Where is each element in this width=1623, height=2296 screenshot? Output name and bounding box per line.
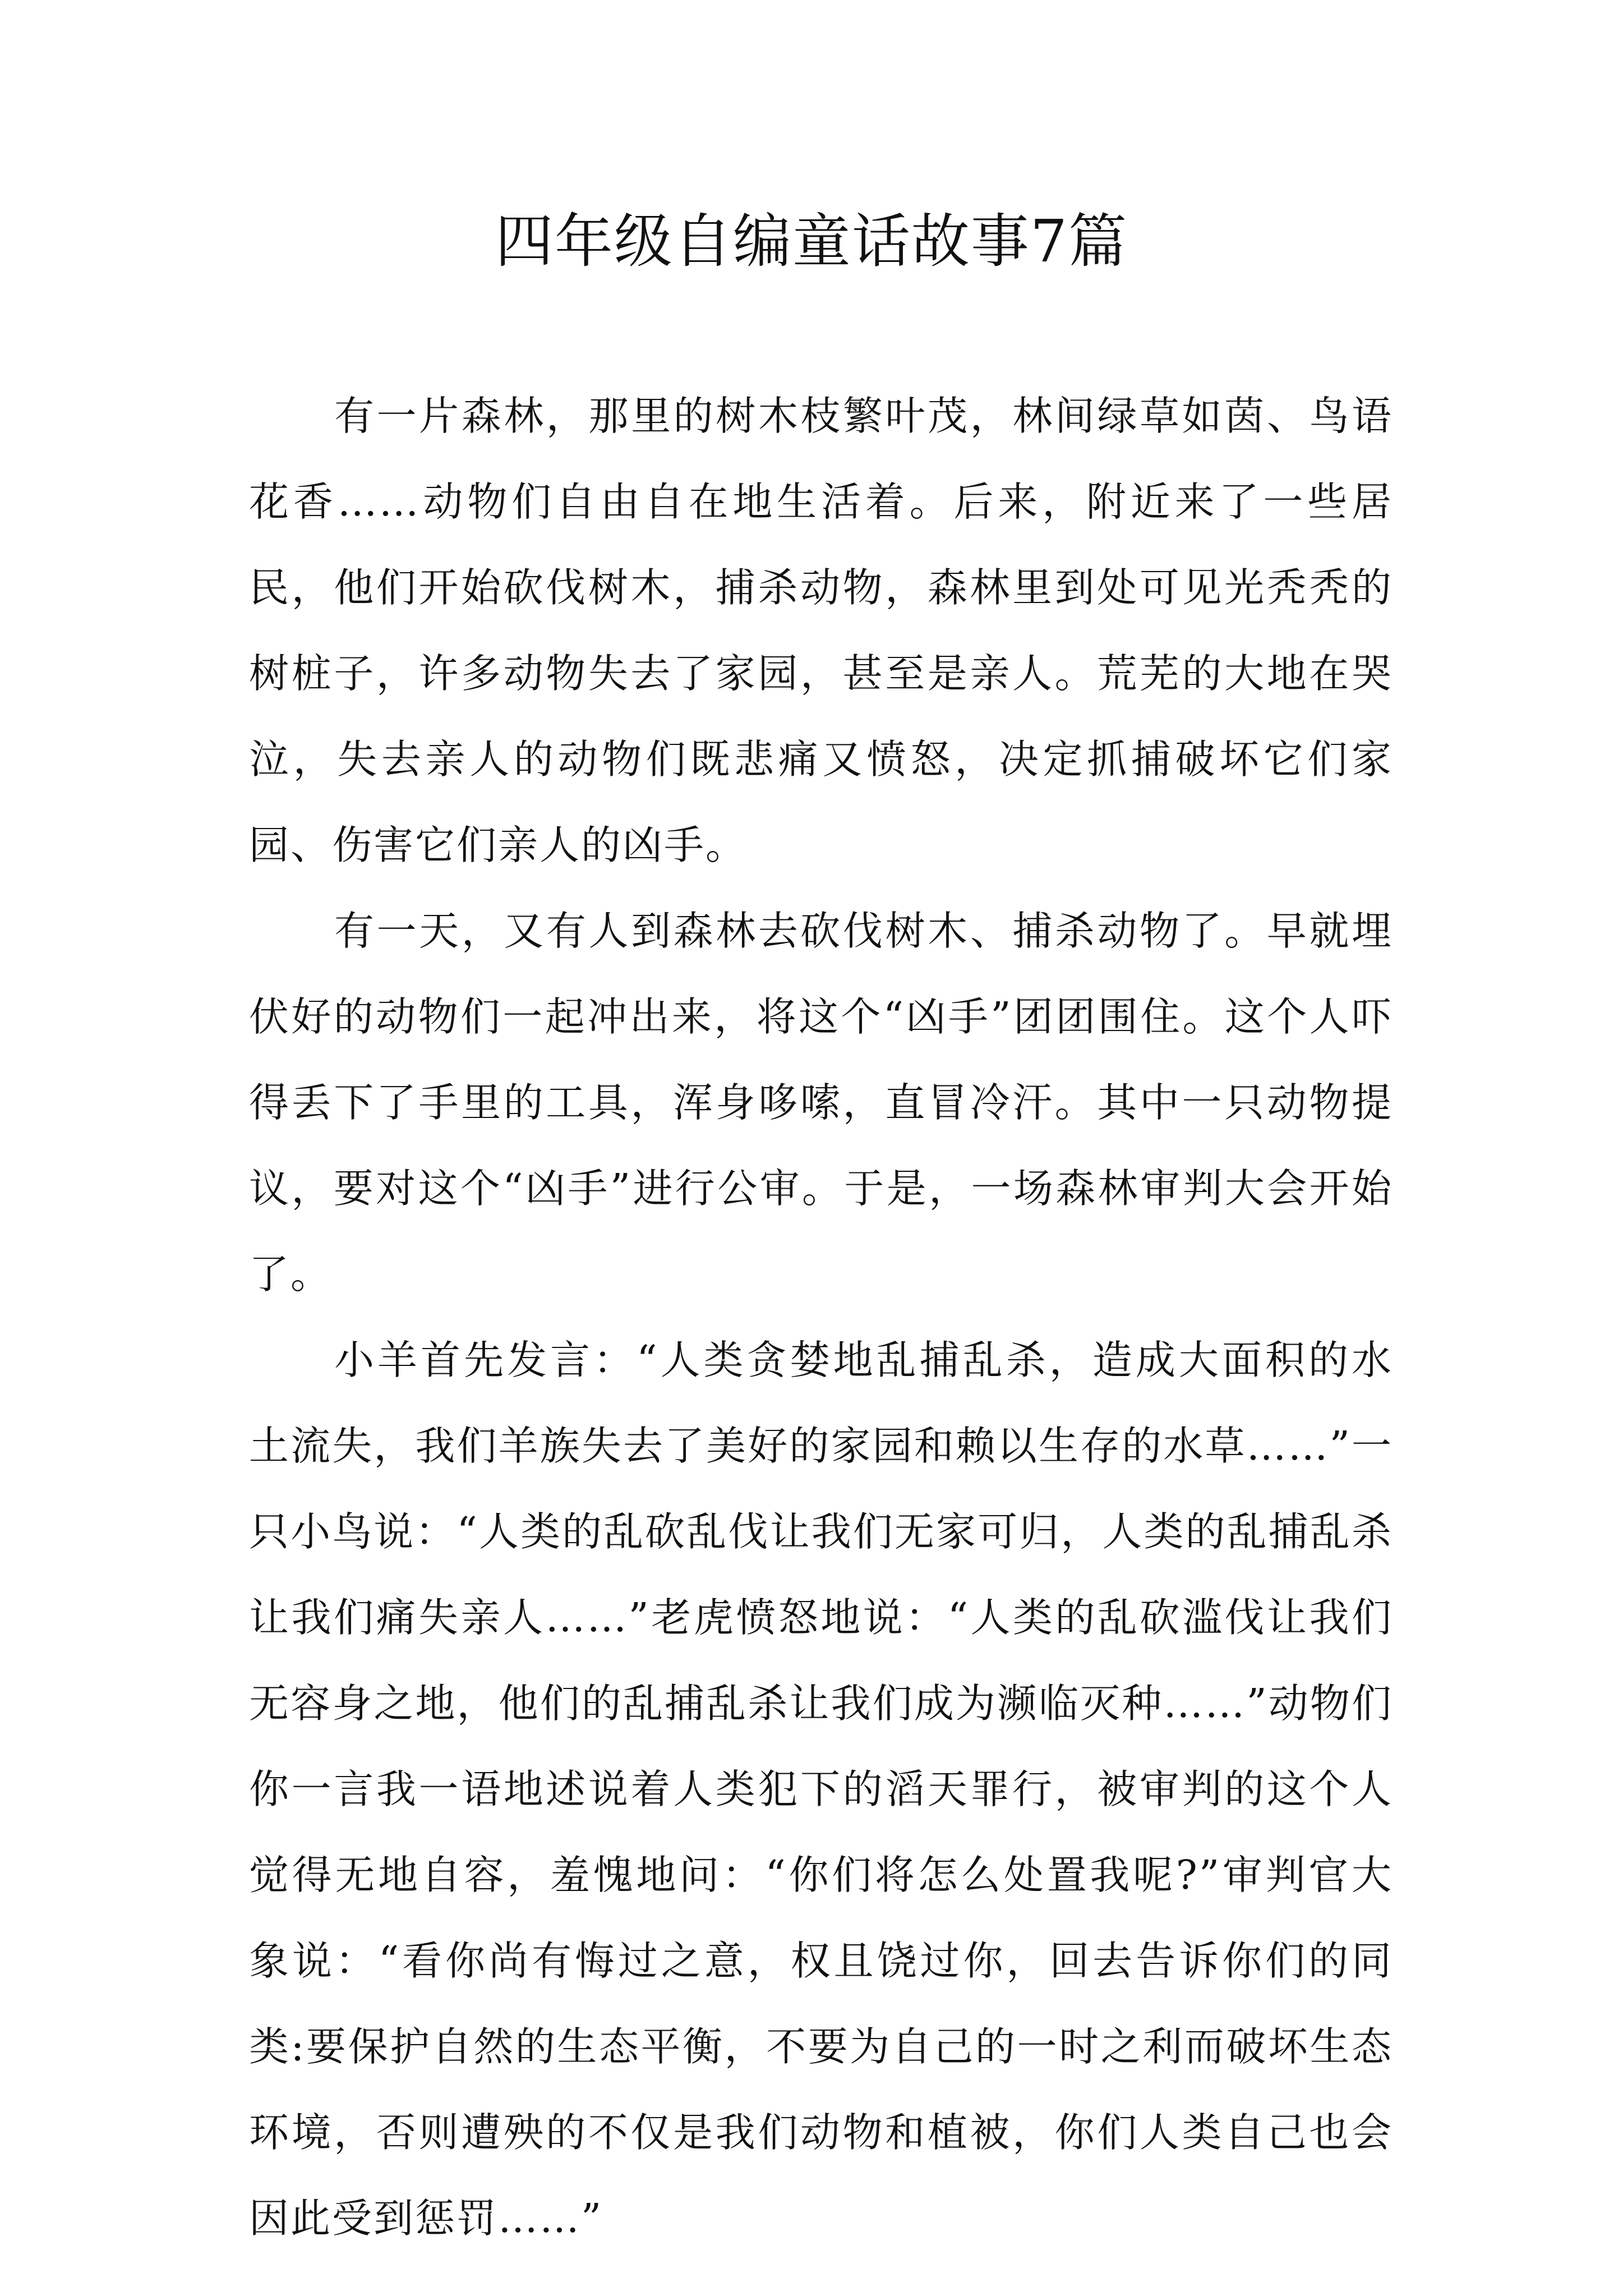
paragraph-1: 有一片森林，那里的树木枝繁叶茂，林间绿草如茵、鸟语花香……动物们自由自在地生活着。后来，附近来了一些居民，他们开始砍伐树木，捕杀动物，森林里到处可见光秃秃的树桩子，许多动物失去了家园，甚至是亲人。荒芜的大地在哭泣，失去亲人的动物们既悲痛又愤怒，决定抓捕破坏它们家园、伤害它们亲人的凶手。: [249, 393, 1393, 868]
document-title: 四年级自编童话故事7篇: [495, 207, 1128, 275]
paragraph-2: 有一天，又有人到森林去砍伐树木、捕杀动物了。早就埋伏好的动物们一起冲出来，将这个“凶手”团团围住。这个人吓得丢下了手里的工具，浑身哆嗦，直冒冷汗。其中一只动物提议，要对这个“凶手”进行公审。于是，一场森林审判大会开始了。: [249, 908, 1393, 1297]
document-body: [249, 373, 1393, 2261]
paragraph-3: 小羊首先发言：“人类贪婪地乱捕乱杀，造成大面积的水土流失，我们羊族失去了美好的家园和赖以生存的水草……”一只小鸟说：“人类的乱砍乱伐让我们无家可归，人类的乱捕乱杀让我们痛失亲人……”老虎愤怒地说：“人类的乱砍滥伐让我们无容身之地，他们的乱捕乱杀让我们成为濒临灭种……”动物们你一言我一语地述说着人类犯下的滔天罪行，被审判的这个人觉得无地自容，羞愧地问：“你们将怎么处置我呢?”审判官大象说：“看你尚有悔过之意，权且饶过你，回去告诉你们的同类:要保护自然的生态平衡，不要为自己的一时之利而破坏生态环境，否则遭殃的不仅是我们动物和植被，你们人类自己也会因此受到惩罚……”: [249, 1337, 1393, 2242]
